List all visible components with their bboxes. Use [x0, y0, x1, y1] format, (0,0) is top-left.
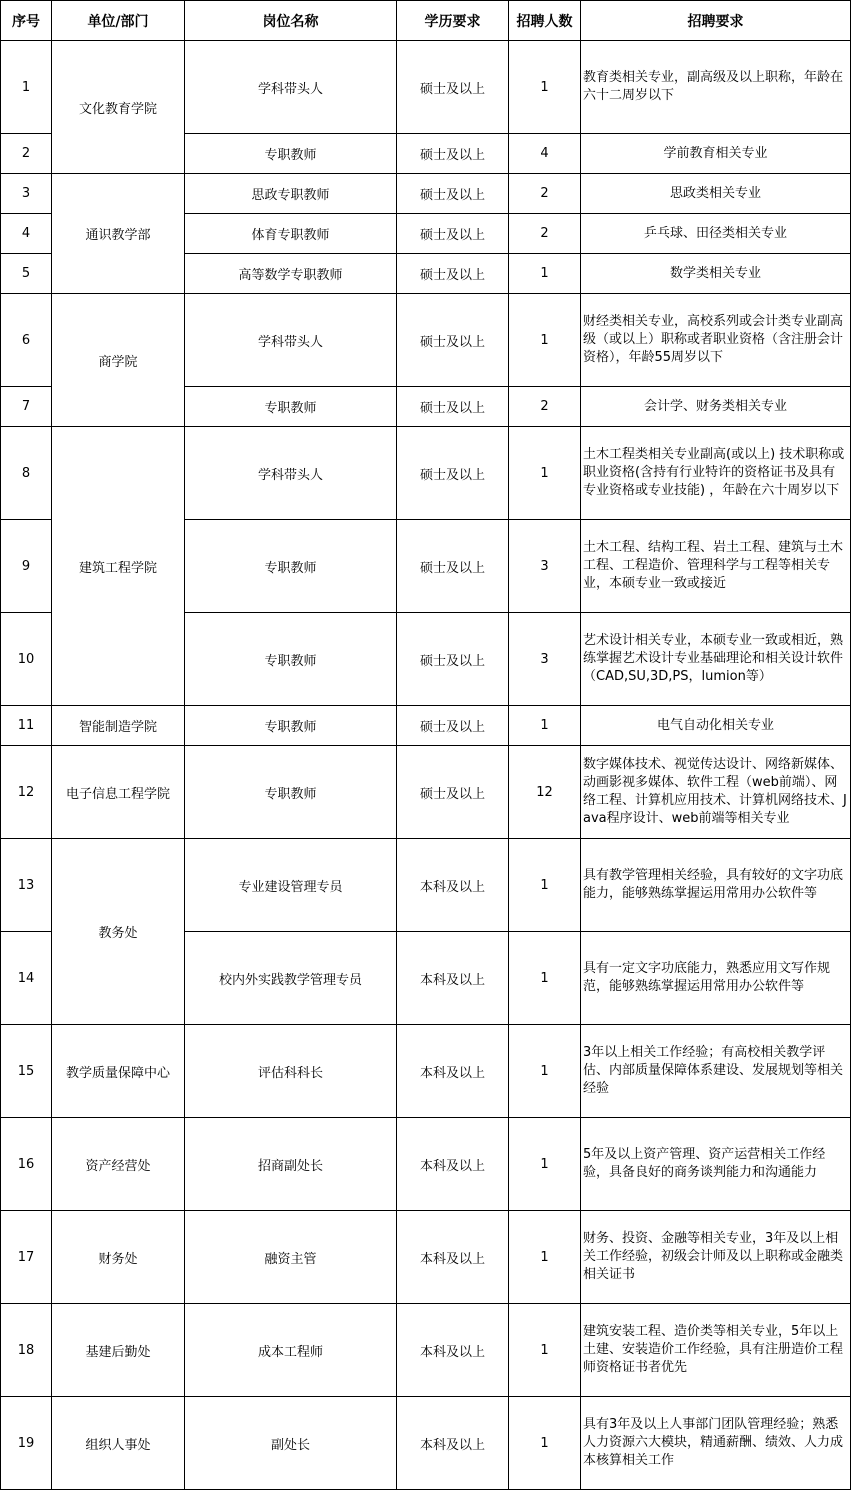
cell-no: 13: [1, 839, 52, 932]
cell-education: 本科及以上: [397, 1397, 509, 1490]
cell-no: 3: [1, 174, 52, 214]
cell-no: 14: [1, 932, 52, 1025]
table-row: [1, 746, 851, 839]
cell-requirement: 思政类相关专业: [581, 174, 851, 214]
cell-education: 硕士及以上: [397, 254, 509, 294]
cell-education: 硕士及以上: [397, 174, 509, 214]
cell-position: 融资主管: [185, 1211, 397, 1304]
cell-education: 硕士及以上: [397, 746, 509, 839]
cell-no: 7: [1, 387, 52, 427]
cell-education: 本科及以上: [397, 932, 509, 1025]
cell-count: 1: [509, 254, 581, 294]
cell-count: 1: [509, 1025, 581, 1118]
cell-unit: 教学质量保障中心: [52, 1025, 185, 1118]
header-unit: 单位/部门: [52, 1, 185, 41]
cell-requirement: 乒乓球、田径类相关专业: [581, 214, 851, 254]
cell-position: 学科带头人: [185, 427, 397, 520]
cell-no: 18: [1, 1304, 52, 1397]
table-row: [1, 1397, 851, 1490]
cell-requirement: 具有3年及以上人事部门团队管理经验；熟悉人力资源六大模块，精通薪酬、绩效、人力成本核算相关工作: [581, 1397, 851, 1490]
cell-education: 硕士及以上: [397, 294, 509, 387]
cell-unit: 商学院: [52, 294, 185, 427]
cell-education: 硕士及以上: [397, 520, 509, 613]
cell-position: 专职教师: [185, 387, 397, 427]
header-count: 招聘人数: [509, 1, 581, 41]
cell-requirement: 教育类相关专业，副高级及以上职称，年龄在六十二周岁以下: [581, 41, 851, 134]
cell-count: 1: [509, 1118, 581, 1211]
cell-no: 8: [1, 427, 52, 520]
cell-education: 硕士及以上: [397, 706, 509, 746]
cell-no: 17: [1, 1211, 52, 1304]
header-education: 学历要求: [397, 1, 509, 41]
cell-position: 思政专职教师: [185, 174, 397, 214]
cell-requirement: 土木工程类相关专业副高(或以上) 技术职称或职业资格(含持有行业特许的资格证书及具有专业资格或专业技能) ，年龄在六十周岁以下: [581, 427, 851, 520]
cell-position: 专职教师: [185, 134, 397, 174]
cell-unit: 智能制造学院: [52, 706, 185, 746]
cell-unit: 教务处: [52, 839, 185, 1025]
cell-position: 评估科科长: [185, 1025, 397, 1118]
cell-count: 3: [509, 613, 581, 706]
cell-count: 1: [509, 294, 581, 387]
cell-requirement: 建筑安装工程、造价类等相关专业，5年以上土建、安装造价工作经验，具有注册造价工程师资格证书者优先: [581, 1304, 851, 1397]
cell-no: 5: [1, 254, 52, 294]
cell-education: 本科及以上: [397, 1118, 509, 1211]
cell-education: 硕士及以上: [397, 41, 509, 134]
cell-position: 高等数学专职教师: [185, 254, 397, 294]
cell-unit: 资产经营处: [52, 1118, 185, 1211]
cell-no: 1: [1, 41, 52, 134]
cell-count: 2: [509, 214, 581, 254]
cell-position: 成本工程师: [185, 1304, 397, 1397]
table-row: [1, 839, 851, 932]
cell-no: 9: [1, 520, 52, 613]
cell-no: 10: [1, 613, 52, 706]
cell-position: 学科带头人: [185, 294, 397, 387]
cell-no: 12: [1, 746, 52, 839]
cell-count: 1: [509, 706, 581, 746]
cell-education: 硕士及以上: [397, 134, 509, 174]
header-no: 序号: [1, 1, 52, 41]
cell-position: 副处长: [185, 1397, 397, 1490]
cell-no: 19: [1, 1397, 52, 1490]
cell-unit: 通识教学部: [52, 174, 185, 294]
table-row: [1, 1118, 851, 1211]
cell-no: 16: [1, 1118, 52, 1211]
cell-requirement: 学前教育相关专业: [581, 134, 851, 174]
table-row: [1, 41, 851, 134]
cell-unit: 电子信息工程学院: [52, 746, 185, 839]
cell-position: 招商副处长: [185, 1118, 397, 1211]
cell-count: 1: [509, 1397, 581, 1490]
cell-no: 15: [1, 1025, 52, 1118]
cell-position: 校内外实践教学管理专员: [185, 932, 397, 1025]
cell-position: 专业建设管理专员: [185, 839, 397, 932]
cell-no: 6: [1, 294, 52, 387]
cell-unit: 文化教育学院: [52, 41, 185, 174]
cell-education: 硕士及以上: [397, 613, 509, 706]
cell-education: 本科及以上: [397, 1304, 509, 1397]
cell-requirement: 电气自动化相关专业: [581, 706, 851, 746]
cell-requirement: 具有教学管理相关经验，具有较好的文字功底能力，能够熟练掌握运用常用办公软件等: [581, 839, 851, 932]
cell-count: 12: [509, 746, 581, 839]
cell-requirement: 5年及以上资产管理、资产运营相关工作经验，具备良好的商务谈判能力和沟通能力: [581, 1118, 851, 1211]
header-requirement: 招聘要求: [581, 1, 851, 41]
cell-education: 硕士及以上: [397, 214, 509, 254]
cell-unit: 基建后勤处: [52, 1304, 185, 1397]
cell-position: 专职教师: [185, 613, 397, 706]
cell-unit: 组织人事处: [52, 1397, 185, 1490]
cell-count: 4: [509, 134, 581, 174]
cell-education: 本科及以上: [397, 1211, 509, 1304]
cell-no: 2: [1, 134, 52, 174]
cell-requirement: 土木工程、结构工程、岩土工程、建筑与土木工程、工程造价、管理科学与工程等相关专业，本硕专业一致或接近: [581, 520, 851, 613]
cell-requirement: 财经类相关专业，高校系列或会计类专业副高级（或以上）职称或者职业资格（含注册会计资格），年龄55周岁以下: [581, 294, 851, 387]
cell-count: 1: [509, 1211, 581, 1304]
header-position: 岗位名称: [185, 1, 397, 41]
table-row: [1, 174, 851, 214]
table-row: [1, 1025, 851, 1118]
cell-education: 本科及以上: [397, 839, 509, 932]
cell-requirement: 财务、投资、金融等相关专业，3年及以上相关工作经验，初级会计师及以上职称或金融类相关证书: [581, 1211, 851, 1304]
cell-requirement: 3年以上相关工作经验；有高校相关教学评估、内部质量保障体系建设、发展规划等相关经验: [581, 1025, 851, 1118]
cell-requirement: 艺术设计相关专业，本硕专业一致或相近，熟练掌握艺术设计专业基础理论和相关设计软件（CAD,SU,3D,PS，lumion等）: [581, 613, 851, 706]
cell-requirement: 数学类相关专业: [581, 254, 851, 294]
cell-count: 1: [509, 932, 581, 1025]
cell-position: 体育专职教师: [185, 214, 397, 254]
table-row: [1, 427, 851, 520]
table-row: [1, 706, 851, 746]
table-row: [1, 1211, 851, 1304]
cell-unit: 建筑工程学院: [52, 427, 185, 706]
cell-no: 11: [1, 706, 52, 746]
cell-count: 2: [509, 174, 581, 214]
cell-count: 1: [509, 1304, 581, 1397]
cell-requirement: 会计学、财务类相关专业: [581, 387, 851, 427]
cell-education: 硕士及以上: [397, 387, 509, 427]
cell-count: 1: [509, 427, 581, 520]
cell-education: 硕士及以上: [397, 427, 509, 520]
cell-education: 本科及以上: [397, 1025, 509, 1118]
cell-position: 专职教师: [185, 520, 397, 613]
cell-position: 学科带头人: [185, 41, 397, 134]
table-row: [1, 294, 851, 387]
cell-unit: 财务处: [52, 1211, 185, 1304]
cell-position: 专职教师: [185, 706, 397, 746]
table-row: [1, 1304, 851, 1397]
cell-count: 1: [509, 41, 581, 134]
cell-count: 3: [509, 520, 581, 613]
cell-count: 1: [509, 839, 581, 932]
cell-requirement: 具有一定文字功底能力，熟悉应用文写作规范，能够熟练掌握运用常用办公软件等: [581, 932, 851, 1025]
cell-requirement: 数字媒体技术、视觉传达设计、网络新媒体、动画影视多媒体、软件工程（web前端）、网络工程、计算机应用技术、计算机网络技术、Java程序设计、web前端等相关专业: [581, 746, 851, 839]
table-header-row: [1, 1, 851, 41]
cell-no: 4: [1, 214, 52, 254]
cell-count: 2: [509, 387, 581, 427]
cell-position: 专职教师: [185, 746, 397, 839]
